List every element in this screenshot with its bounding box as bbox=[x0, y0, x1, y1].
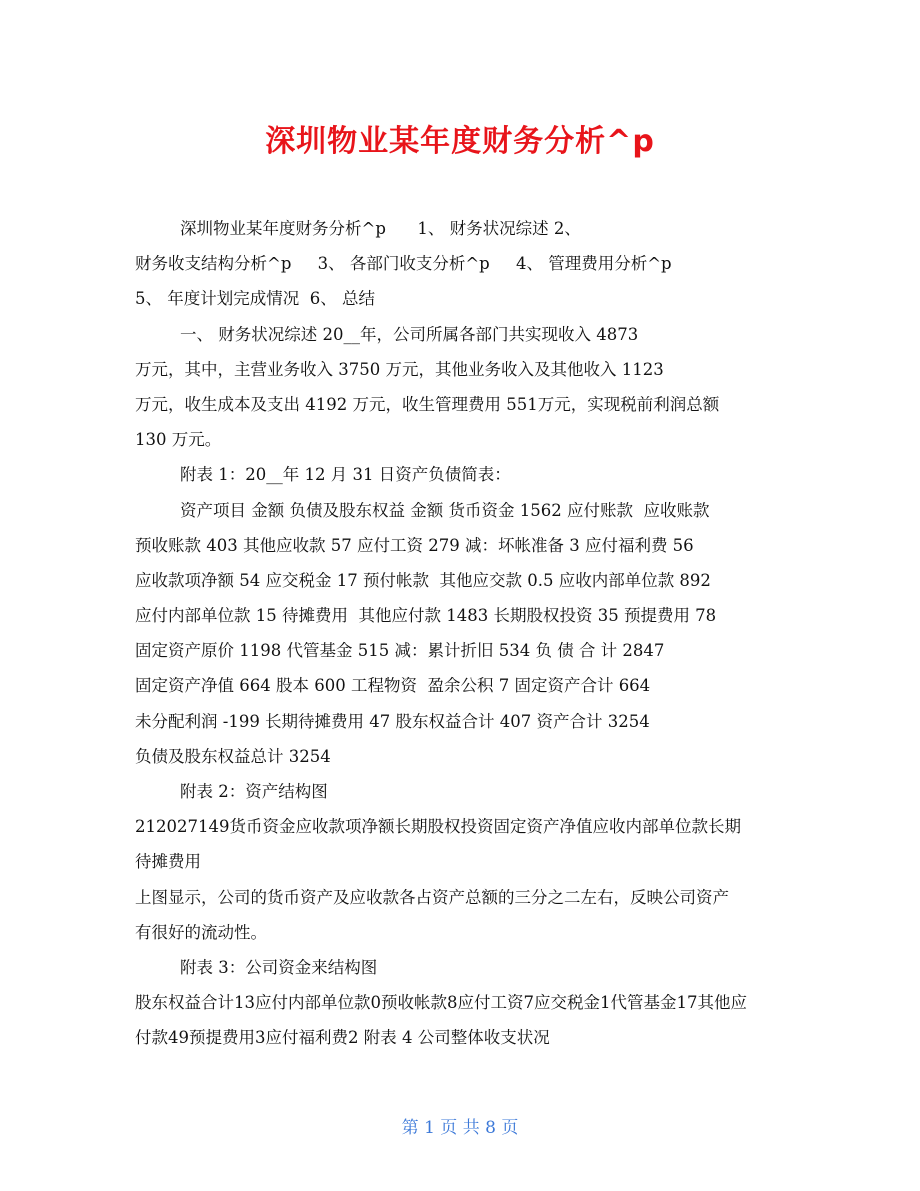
text-line: 财务收支结构分析^p 3、 各部门收支分析^p 4、 管理费用分析^p bbox=[135, 254, 672, 274]
document-body bbox=[135, 211, 795, 1056]
text-line: 深圳物业某年度财务分析^p 1、 财务状况综述 2、 bbox=[180, 219, 581, 238]
text-line: 有很好的流动性。 bbox=[135, 922, 267, 942]
page-number-footer: 第 1 页 共 8 页 bbox=[401, 1118, 519, 1138]
text-line: 附表 3：公司资金来结构图 bbox=[180, 957, 378, 977]
text-line: 万元，收生成本及支出 4192 万元，收生管理费用 551万元，实现税前利润总额 bbox=[135, 394, 720, 414]
text-line: 资产项目 金额 负债及股东权益 金额 货币资金 1562 应付账款 应收账款 bbox=[180, 500, 710, 520]
text-line: 应付内部单位款 15 待摊费用 其他应付款 1483 长期股权投资 35 预提费用 78 bbox=[135, 606, 717, 626]
text-line: 应收款项净额 54 应交税金 17 预付帐款 其他应交款 0.5 应收内部单位款 892 bbox=[135, 570, 711, 590]
text-line: 待摊费用 bbox=[135, 852, 201, 872]
text-line: 上图显示，公司的货币资产及应收款各占资产总额的三分之二左右，反映公司资产 bbox=[135, 887, 729, 907]
text-line: 5、 年度计划完成情况 6、 总结 bbox=[135, 289, 375, 309]
text-line: 未分配利润 -199 长期待摊费用 47 股东权益合计 407 资产合计 3254 bbox=[135, 711, 650, 731]
text-line: 212027149货币资金应收款项净额长期股权投资固定资产净值应收内部单位款长期 bbox=[135, 817, 741, 837]
text-line: 付款49预提费用3应付福利费2 附表 4 公司整体收支状况 bbox=[135, 1028, 550, 1048]
text-line: 附表 2：资产结构图 bbox=[180, 782, 328, 801]
text-line: 固定资产净值 664 股本 600 工程物资 盈余公积 7 固定资产合计 664 bbox=[135, 676, 651, 696]
text-line: 负债及股东权益总计 3254 bbox=[135, 746, 331, 766]
text-line: 预收账款 403 其他应收款 57 应付工资 279 减：坏帐准备 3 应付福利费 56 bbox=[135, 535, 694, 555]
text-line: 一、 财务状况综述 20__年，公司所属各部门共实现收入 4873 bbox=[180, 324, 639, 344]
text-line: 固定资产原价 1198 代管基金 515 减：累计折旧 534 负 债 合 计 2847 bbox=[135, 641, 665, 661]
text-line: 130 万元。 bbox=[135, 430, 222, 450]
text-line: 附表 1：20__年 12 月 31 日资产负债简表： bbox=[180, 465, 511, 485]
document-title: 深圳物业某年度财务分析^p bbox=[265, 124, 655, 159]
text-line: 股东权益合计13应付内部单位款0预收帐款8应付工资7应交税金1代管基金17其他应 bbox=[135, 993, 747, 1013]
text-line: 万元，其中，主营业务收入 3750 万元，其他业务收入及其他收入 1123 bbox=[135, 359, 664, 379]
